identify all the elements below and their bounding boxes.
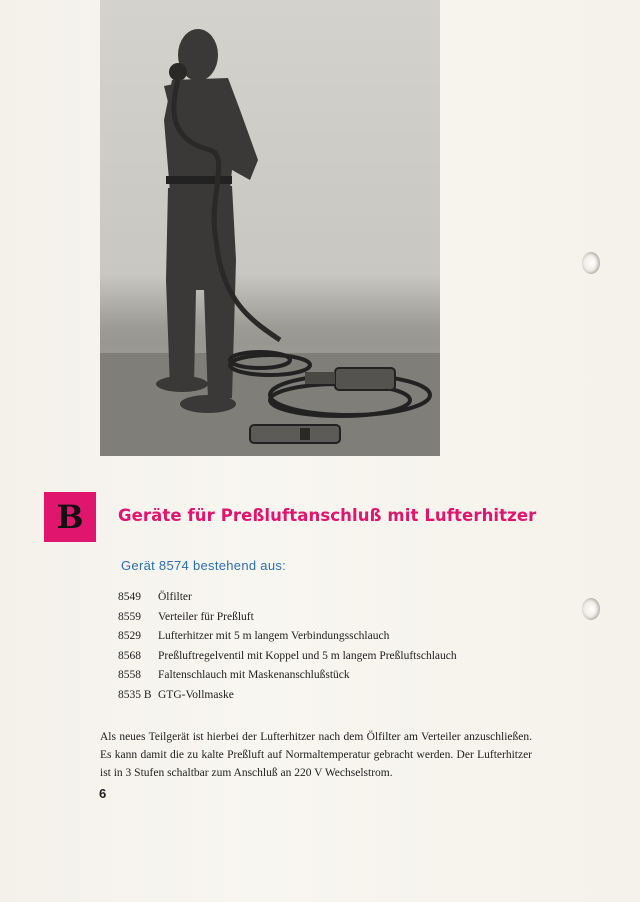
section-badge-letter: B [56, 498, 84, 536]
part-description: Ölfilter [158, 591, 192, 603]
punch-hole-top [582, 252, 600, 274]
list-item [118, 686, 598, 706]
body-paragraph: Als neues Teilgerät ist hierbei der Lufterhitzer nach dem Ölfilter am Verteiler anzuschließen. Es kann damit die zu kalte Preßluft auf Normaltemperatur gebracht werden. Der Lufterhitzer ist in 3 Stufen schaltbar zum Anschluß an 220 V Wechselstrom. [100, 731, 532, 779]
part-description: Preßluftregelventil mit Koppel und 5 m langem Preßluftschlauch [158, 649, 457, 662]
list-item [118, 666, 598, 686]
list-item [118, 588, 598, 608]
list-item [118, 627, 598, 647]
part-number: 8568 [118, 649, 141, 662]
part-number: 8559 [118, 610, 141, 623]
part-description: Lufterhitzer mit 5 m langem Verbindungsschlauch [158, 630, 390, 642]
part-description: GTG-Vollmaske [158, 688, 234, 701]
list-item [118, 608, 598, 628]
parts-list [118, 588, 598, 705]
part-description: Faltenschlauch mit Maskenanschlußstück [158, 669, 350, 681]
device-title: Gerät 8574 bestehend aus: [121, 558, 287, 573]
section-heading: Geräte für Preßluftanschluß mit Lufterhitzer [118, 506, 537, 525]
part-number: 8529 [118, 630, 141, 642]
equipment-photo [100, 0, 440, 456]
part-number: 8535 B [118, 688, 152, 701]
part-number: 8558 [118, 669, 141, 681]
page-number: 6 [99, 786, 107, 801]
part-description: Verteiler für Preßluft [158, 610, 254, 623]
part-number: 8549 [118, 591, 141, 603]
section-badge [44, 492, 96, 542]
list-item [118, 647, 598, 667]
